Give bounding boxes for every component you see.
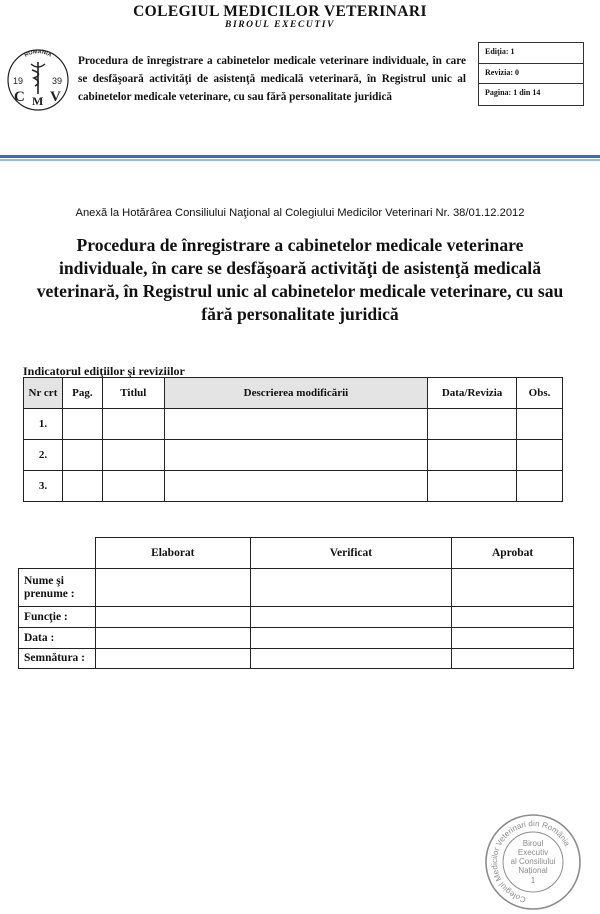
main-title-line: Procedura de înregistrare a cabinetelor medicale veterinare xyxy=(76,235,524,255)
table-cell xyxy=(102,440,164,471)
edition-box xyxy=(478,42,584,106)
svg-text:Biroul: Biroul xyxy=(522,839,544,848)
revisions-table-label: Indicatorul ediţiilor şi reviziilor xyxy=(23,364,185,378)
table-row xyxy=(24,409,563,440)
table-cell xyxy=(164,440,427,471)
annex-note: Anexă la Hotărârea Consiliului Naţional al Colegiului Medicilor Veterinari Nr. 38/01.12.2012 xyxy=(75,207,525,219)
table-cell xyxy=(452,628,574,649)
row-label-function: Funcţie : xyxy=(19,607,96,628)
col-aprobat: Aprobat xyxy=(452,538,574,569)
table-corner xyxy=(19,538,96,569)
col-obs: Obs. xyxy=(517,378,563,409)
svg-text:V: V xyxy=(50,89,61,105)
table-row xyxy=(24,471,563,502)
table-cell xyxy=(428,409,517,440)
row-number: 1. xyxy=(24,409,63,440)
signature-row xyxy=(19,569,574,607)
table-row xyxy=(24,440,563,471)
header-rule xyxy=(0,155,600,158)
col-date: Data/Revizia xyxy=(428,378,517,409)
svg-text:ROMANIA: ROMANIA xyxy=(23,49,53,59)
signature-header-row xyxy=(19,538,574,569)
table-cell xyxy=(428,471,517,502)
edition-value: Ediţia: 1 xyxy=(485,47,515,56)
col-description: Descrierea modificării xyxy=(164,378,427,409)
svg-text:C: C xyxy=(14,89,25,105)
table-cell xyxy=(95,569,250,607)
svg-text:39: 39 xyxy=(52,76,63,86)
table-cell xyxy=(517,409,563,440)
main-title-line: veterinară, în Registrul unic al cabinetelor medicale veterinare, cu sau xyxy=(36,281,564,301)
cmv-logo xyxy=(6,44,70,112)
svg-text:al Consiliului: al Consiliului xyxy=(510,857,556,866)
revisions-table xyxy=(23,377,563,502)
col-nr: Nr crt xyxy=(24,378,63,409)
svg-text:Naţional: Naţional xyxy=(518,866,548,875)
table-cell xyxy=(102,471,164,502)
row-label-name: Nume şi prenume : xyxy=(19,569,96,607)
svg-text:Executiv: Executiv xyxy=(517,848,549,857)
official-stamp xyxy=(483,812,583,912)
signature-row xyxy=(19,607,574,628)
svg-text:19: 19 xyxy=(13,76,24,86)
table-cell xyxy=(452,569,574,607)
svg-text:M: M xyxy=(32,94,44,108)
table-header-row xyxy=(24,378,563,409)
table-cell xyxy=(164,471,427,502)
row-label-signature: Semnătura : xyxy=(19,649,96,669)
col-page: Pag. xyxy=(62,378,102,409)
col-title: Titlul xyxy=(102,378,164,409)
table-cell xyxy=(62,471,102,502)
header-doc-title: Procedura de înregistrare a cabinetelor medicale veterinare individuale, în care se desfăşoară activităţi de asistenţă medicală veterinară, în Registrul unic al cabinetelor medicale veterinare, cu sau fără personalitate juridică xyxy=(78,55,466,103)
table-cell xyxy=(250,607,452,628)
signature-table xyxy=(18,537,574,669)
header-rule-light xyxy=(0,159,600,161)
table-cell xyxy=(250,628,452,649)
table-cell xyxy=(452,649,574,669)
row-label-date: Data : xyxy=(19,628,96,649)
table-cell xyxy=(428,440,517,471)
col-verificat: Verificat xyxy=(250,538,452,569)
table-cell xyxy=(95,607,250,628)
main-title-line: fără personalitate juridică xyxy=(201,304,399,324)
revision-value: Revizia: 0 xyxy=(479,63,583,83)
main-title xyxy=(20,234,580,326)
table-cell xyxy=(452,607,574,628)
table-cell xyxy=(102,409,164,440)
page-number: Pagina: 1 din 14 xyxy=(479,83,583,103)
svg-text:1: 1 xyxy=(530,876,536,885)
table-cell xyxy=(95,628,250,649)
table-cell xyxy=(62,440,102,471)
table-cell xyxy=(250,649,452,669)
row-number: 3. xyxy=(24,471,63,502)
table-cell xyxy=(62,409,102,440)
main-title-line: individuale, în care se desfăşoară activităţi de asistenţă medicală xyxy=(58,258,541,278)
signature-row xyxy=(19,649,574,669)
svg-text:Colegiul Medicilor Veterinari: Colegiul Medicilor Veterinari din România xyxy=(489,818,572,905)
table-cell xyxy=(95,649,250,669)
table-cell xyxy=(164,409,427,440)
col-elaborat: Elaborat xyxy=(95,538,250,569)
table-cell xyxy=(250,569,452,607)
signature-row xyxy=(19,628,574,649)
org-subtitle: BIROUL EXECUTIV xyxy=(225,20,335,30)
row-number: 2. xyxy=(24,440,63,471)
org-name: COLEGIUL MEDICILOR VETERINARI xyxy=(133,3,427,20)
table-cell xyxy=(517,471,563,502)
table-cell xyxy=(517,440,563,471)
